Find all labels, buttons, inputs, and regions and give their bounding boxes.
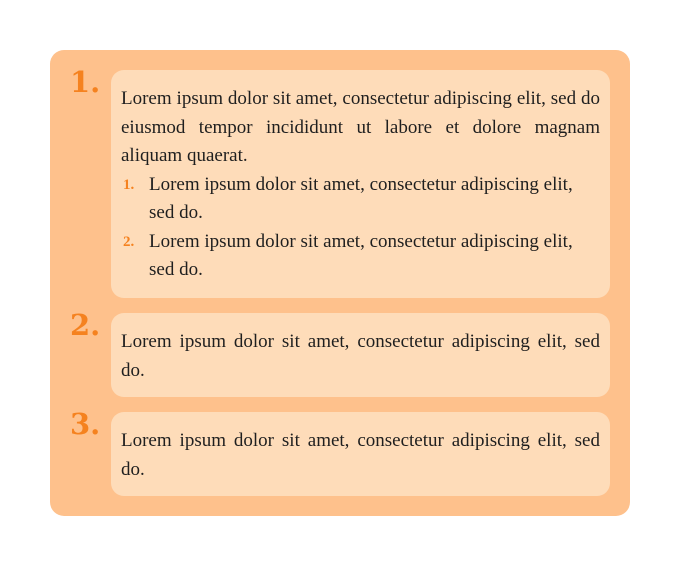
item-number: 3.	[70, 407, 101, 441]
item-text: Lorem ipsum dolor sit amet, consectetur adipiscing elit, sed do.	[121, 331, 600, 381]
item-card	[111, 313, 610, 397]
sublist	[121, 171, 600, 285]
sub-item-text: Lorem ipsum dolor sit amet, consectetur adipiscing elit, sed do.	[149, 173, 573, 223]
sublist-item	[121, 171, 600, 228]
sub-item-number: 1.	[123, 176, 135, 193]
item-number: 2.	[70, 308, 101, 342]
item-text: Lorem ipsum dolor sit amet, consectetur adipiscing elit, sed do.	[121, 430, 600, 480]
item-card	[111, 70, 610, 298]
item-number: 1.	[70, 65, 101, 99]
item-text: Lorem ipsum dolor sit amet, consectetur adipiscing elit, sed do eiusmod tempor incididunt ut labore et dolore magnam aliquam quaerat.	[121, 88, 600, 166]
sub-item-number: 2.	[123, 233, 135, 250]
list-container	[50, 50, 630, 516]
sublist-item	[121, 228, 600, 285]
sub-item-text: Lorem ipsum dolor sit amet, consectetur adipiscing elit, sed do.	[149, 230, 573, 280]
item-card	[111, 412, 610, 496]
